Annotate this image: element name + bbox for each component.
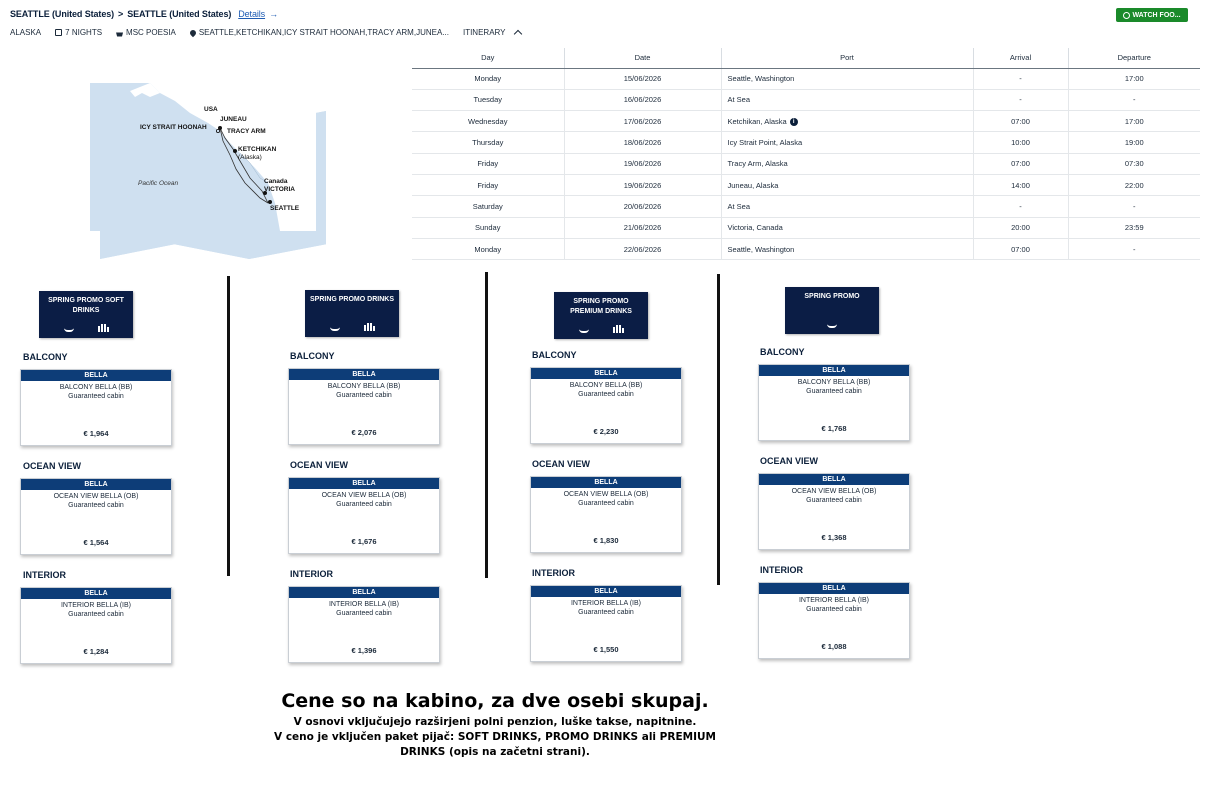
day-cell-text: Wednesday bbox=[468, 116, 508, 126]
cabin-tier: BELLA bbox=[759, 365, 909, 376]
cabin-category-title: OCEAN VIEW bbox=[760, 456, 819, 466]
departure-cell bbox=[1068, 238, 1200, 259]
pricing-note bbox=[270, 690, 720, 760]
map-label-ocean: Pacific Ocean bbox=[138, 180, 179, 187]
drinks-dining-icon bbox=[613, 325, 624, 333]
cabin-guarantee: Guaranteed cabin bbox=[336, 610, 392, 617]
watch-button-label: WATCH FOO... bbox=[1132, 11, 1181, 19]
port-cell bbox=[721, 153, 973, 174]
arrow-right-icon[interactable]: → bbox=[269, 9, 278, 19]
cabin-price: € 1,368 bbox=[821, 533, 847, 542]
seattle-dot bbox=[268, 200, 272, 204]
port-cell bbox=[721, 89, 973, 110]
date-cell-text: 18/06/2026 bbox=[623, 138, 662, 148]
arrival-cell-text: - bbox=[1019, 74, 1022, 84]
arrival-cell bbox=[973, 217, 1068, 238]
cabin-guarantee: Guaranteed cabin bbox=[68, 502, 124, 509]
day-cell bbox=[412, 196, 564, 217]
cabin-tier: BELLA bbox=[21, 370, 171, 381]
arrival-cell-text: - bbox=[1019, 201, 1022, 211]
port-cell bbox=[721, 217, 973, 238]
cabin-price-card[interactable] bbox=[758, 364, 910, 441]
itinerary-row bbox=[412, 217, 1200, 238]
info-ship bbox=[116, 28, 176, 37]
cabin-price-card[interactable] bbox=[20, 369, 172, 446]
cabin-category-title: INTERIOR bbox=[290, 569, 334, 579]
cabin-name: OCEAN VIEW BELLA (OB) bbox=[791, 488, 877, 495]
details-link[interactable]: Details bbox=[238, 9, 266, 19]
day-cell bbox=[412, 132, 564, 153]
map-label-victoria: VICTORIA bbox=[264, 186, 295, 193]
departure-cell-text: 23:59 bbox=[1124, 223, 1144, 233]
date-cell bbox=[564, 238, 721, 259]
cabin-tier: BELLA bbox=[531, 586, 681, 597]
departure-cell-text: - bbox=[1133, 95, 1136, 105]
arrival-cell bbox=[973, 196, 1068, 217]
cabin-guarantee: Guaranteed cabin bbox=[578, 500, 634, 507]
day-cell bbox=[412, 153, 564, 174]
itinerary-row bbox=[412, 111, 1200, 132]
column-divider bbox=[485, 272, 488, 578]
ketchikan-dot bbox=[233, 149, 237, 153]
info-region bbox=[10, 28, 41, 37]
departure-cell bbox=[1068, 68, 1200, 89]
cabin-guarantee: Guaranteed cabin bbox=[68, 611, 124, 618]
itinerary-row bbox=[412, 89, 1200, 110]
header-day: Day bbox=[412, 48, 564, 68]
cabin-price-card[interactable] bbox=[288, 586, 440, 663]
cabin-tier: BELLA bbox=[759, 474, 909, 485]
region-label: ALASKA bbox=[10, 28, 42, 37]
cabin-category-title: BALCONY bbox=[760, 347, 805, 357]
date-cell bbox=[564, 89, 721, 110]
promo-icons bbox=[554, 325, 648, 333]
cabin-tier: BELLA bbox=[759, 583, 909, 594]
cabin-price: € 1,964 bbox=[83, 429, 109, 438]
cabin-tier: BELLA bbox=[531, 477, 681, 488]
departure-cell bbox=[1068, 132, 1200, 153]
port-cell-text: At Sea bbox=[727, 201, 751, 211]
map-label-tracy-arm: TRACY ARM bbox=[227, 128, 266, 135]
arrival-cell bbox=[973, 174, 1068, 195]
cabin-price: € 2,230 bbox=[593, 427, 619, 436]
arrival-cell bbox=[973, 153, 1068, 174]
departure-cell bbox=[1068, 111, 1200, 132]
day-cell bbox=[412, 217, 564, 238]
promo-icons bbox=[39, 324, 133, 332]
day-cell bbox=[412, 174, 564, 195]
date-cell-text: 15/06/2026 bbox=[623, 74, 662, 84]
date-cell-text: 19/06/2026 bbox=[623, 159, 662, 169]
promo-title: SPRING PROMO bbox=[573, 298, 629, 305]
cabin-guarantee: Guaranteed cabin bbox=[806, 497, 862, 504]
date-cell bbox=[564, 196, 721, 217]
cabin-name: OCEAN VIEW BELLA (OB) bbox=[563, 491, 649, 498]
cabin-category-title: OCEAN VIEW bbox=[532, 459, 591, 469]
chevron-up-icon[interactable] bbox=[513, 30, 521, 38]
cabin-tier: BELLA bbox=[289, 587, 439, 598]
itinerary-table bbox=[412, 48, 1200, 260]
map-label-alaska: (Alaska) bbox=[238, 154, 262, 161]
date-cell-text: 19/06/2026 bbox=[623, 180, 662, 190]
date-cell bbox=[564, 153, 721, 174]
ship-icon bbox=[116, 29, 123, 37]
tracy-arm-dot bbox=[216, 129, 219, 132]
port-cell-text: Ketchikan, Alaska bbox=[727, 116, 787, 126]
cabin-category-title: BALCONY bbox=[23, 352, 68, 362]
cruise-ship-icon bbox=[579, 329, 589, 333]
itinerary-row bbox=[412, 132, 1200, 153]
port-cell-text: At Sea bbox=[727, 95, 751, 105]
cabin-tier: BELLA bbox=[21, 479, 171, 490]
column-divider bbox=[717, 274, 720, 585]
itinerary-row bbox=[412, 174, 1200, 195]
cabin-name: BALCONY BELLA (BB) bbox=[569, 382, 643, 389]
cabin-guarantee: Guaranteed cabin bbox=[806, 388, 862, 395]
itinerary-header-row bbox=[412, 48, 1200, 68]
cabin-name: OCEAN VIEW BELLA (OB) bbox=[321, 492, 407, 499]
date-cell-text: 21/06/2026 bbox=[623, 223, 662, 233]
cabin-price-card[interactable] bbox=[20, 587, 172, 664]
port-cell bbox=[721, 68, 973, 89]
cabin-category-title: INTERIOR bbox=[23, 570, 67, 580]
day-cell bbox=[412, 68, 564, 89]
route-separator: > bbox=[118, 9, 124, 19]
date-cell-text: 22/06/2026 bbox=[623, 244, 662, 254]
cabin-price-card[interactable] bbox=[20, 478, 172, 555]
header-arrival: Arrival bbox=[973, 48, 1068, 68]
arrival-cell-text: 20:00 bbox=[1011, 223, 1030, 233]
cabin-price-card[interactable] bbox=[758, 582, 910, 659]
pricing-line-1: V osnovi vključujejo razširjeni polni penzion, luške takse, napitnine. bbox=[293, 716, 697, 728]
itinerary-label: ITINERARY bbox=[462, 28, 506, 37]
day-cell-text: Tuesday bbox=[473, 95, 502, 105]
promo-badge[interactable] bbox=[554, 292, 648, 339]
date-cell-text: 17/06/2026 bbox=[623, 116, 662, 126]
date-cell bbox=[564, 111, 721, 132]
cruise-info-bar bbox=[10, 28, 535, 37]
map-label-usa: USA bbox=[204, 106, 218, 113]
cabin-category-title: BALCONY bbox=[290, 351, 335, 361]
ports-label: SEATTLE,KETCHIKAN,ICY STRAIT HOONAH,TRACY ARM,JUNEA... bbox=[198, 28, 449, 37]
arrival-cell-text: 07:00 bbox=[1011, 244, 1030, 254]
cruise-ship-icon bbox=[330, 327, 340, 331]
departure-cell bbox=[1068, 153, 1200, 174]
route-map bbox=[90, 83, 316, 231]
cabin-price: € 1,768 bbox=[821, 424, 847, 433]
itinerary-row bbox=[412, 153, 1200, 174]
map-label-icy-strait: ICY STRAIT HOONAH bbox=[140, 124, 207, 131]
date-cell bbox=[564, 217, 721, 238]
calendar-icon bbox=[55, 29, 62, 36]
map-label-seattle: SEATTLE bbox=[270, 205, 300, 212]
promo-subtitle: DRINKS bbox=[72, 307, 100, 314]
promo-badge[interactable] bbox=[305, 290, 399, 337]
arrival-cell bbox=[973, 132, 1068, 153]
departure-cell-text: 07:30 bbox=[1124, 159, 1144, 169]
route-breadcrumb bbox=[10, 9, 278, 19]
promo-icons bbox=[785, 324, 879, 328]
info-ports bbox=[190, 28, 449, 37]
port-cell-text: Juneau, Alaska bbox=[727, 180, 779, 190]
promo-badge[interactable] bbox=[39, 291, 133, 338]
watch-icon bbox=[1123, 12, 1130, 19]
day-cell-text: Monday bbox=[474, 244, 502, 254]
arrival-cell-text: 14:00 bbox=[1011, 180, 1030, 190]
date-cell bbox=[564, 174, 721, 195]
cabin-price-card[interactable] bbox=[530, 367, 682, 444]
promo-title: SPRING PROMO DRINKS bbox=[309, 296, 394, 303]
arrival-cell bbox=[973, 238, 1068, 259]
cabin-tier: BELLA bbox=[289, 369, 439, 380]
cabin-price: € 1,676 bbox=[351, 537, 377, 546]
cabin-price: € 1,564 bbox=[83, 538, 109, 547]
arrival-cell-text: 07:00 bbox=[1011, 116, 1030, 126]
cruise-ship-icon bbox=[827, 324, 837, 328]
cabin-guarantee: Guaranteed cabin bbox=[336, 501, 392, 508]
cabin-category-title: BALCONY bbox=[532, 350, 577, 360]
cabin-tier: BELLA bbox=[21, 588, 171, 599]
cabin-price-card[interactable] bbox=[530, 585, 682, 662]
cabin-name: BALCONY BELLA (BB) bbox=[327, 383, 401, 390]
arrival-cell-text: - bbox=[1019, 95, 1022, 105]
map-label-juneau: JUNEAU bbox=[220, 116, 247, 123]
itinerary-row bbox=[412, 196, 1200, 217]
cabin-guarantee: Guaranteed cabin bbox=[578, 609, 634, 616]
day-cell-text: Sunday bbox=[475, 223, 501, 233]
promo-badge[interactable] bbox=[785, 287, 879, 334]
promo-title: SPRING PROMO bbox=[804, 293, 860, 300]
cabin-price-card[interactable] bbox=[288, 368, 440, 445]
departure-cell-text: - bbox=[1133, 201, 1136, 211]
promo-title: SPRING PROMO SOFT bbox=[48, 297, 124, 304]
map-label-ketchikan: KETCHIKAN bbox=[238, 146, 277, 153]
departure-cell-text: 22:00 bbox=[1124, 180, 1144, 190]
nights-label: 7 NIGHTS bbox=[65, 28, 103, 37]
day-cell-text: Saturday bbox=[472, 201, 503, 211]
port-cell bbox=[721, 111, 973, 132]
cabin-price-card[interactable] bbox=[758, 473, 910, 550]
watch-button[interactable] bbox=[1116, 8, 1188, 22]
cabin-category-title: INTERIOR bbox=[532, 568, 576, 578]
cabin-tier: BELLA bbox=[289, 478, 439, 489]
cabin-price-card[interactable] bbox=[530, 476, 682, 553]
port-cell-text: Icy Strait Point, Alaska bbox=[727, 138, 803, 148]
cabin-price: € 1,088 bbox=[821, 642, 847, 651]
cabin-guarantee: Guaranteed cabin bbox=[336, 392, 392, 399]
day-cell-text: Thursday bbox=[472, 138, 504, 148]
cabin-tier: BELLA bbox=[531, 368, 681, 379]
cabin-guarantee: Guaranteed cabin bbox=[578, 391, 634, 398]
port-cell-text: Seattle, Washington bbox=[727, 74, 795, 84]
arrival-cell bbox=[973, 68, 1068, 89]
departure-cell-text: - bbox=[1133, 244, 1136, 254]
port-cell-text: Tracy Arm, Alaska bbox=[727, 159, 788, 169]
day-cell bbox=[412, 89, 564, 110]
map-label-canada: Canada bbox=[264, 178, 288, 185]
pricing-line-2: V ceno je vključen paket pijač: SOFT DRINKS, PROMO DRINKS ali PREMIUM bbox=[274, 731, 716, 743]
day-cell-text: Friday bbox=[477, 159, 499, 169]
departure-cell-text: 19:00 bbox=[1124, 138, 1144, 148]
cabin-name: INTERIOR BELLA (IB) bbox=[328, 601, 400, 608]
promo-subtitle: PREMIUM DRINKS bbox=[570, 308, 632, 315]
port-cell bbox=[721, 132, 973, 153]
arrival-cell-text: 10:00 bbox=[1011, 138, 1030, 148]
cabin-name: BALCONY BELLA (BB) bbox=[797, 379, 871, 386]
info-nights bbox=[55, 28, 102, 37]
cruise-ship-icon bbox=[64, 328, 74, 332]
pricing-headline: Cene so na kabino, za dve osebi skupaj. bbox=[281, 690, 709, 712]
date-cell bbox=[564, 68, 721, 89]
port-cell bbox=[721, 174, 973, 195]
date-cell-text: 16/06/2026 bbox=[623, 95, 662, 105]
cabin-category-title: OCEAN VIEW bbox=[23, 461, 82, 471]
cabin-name: INTERIOR BELLA (IB) bbox=[570, 600, 642, 607]
departure-cell-text: 17:00 bbox=[1124, 116, 1144, 126]
day-cell bbox=[412, 111, 564, 132]
departure-cell bbox=[1068, 217, 1200, 238]
info-icon[interactable]: i bbox=[790, 118, 798, 126]
cabin-name: OCEAN VIEW BELLA (OB) bbox=[53, 493, 139, 500]
origin-port: SEATTLE (United States) bbox=[10, 9, 115, 19]
location-pin-icon bbox=[189, 28, 197, 36]
cabin-name: INTERIOR BELLA (IB) bbox=[60, 602, 132, 609]
day-cell bbox=[412, 238, 564, 259]
port-cell bbox=[721, 196, 973, 217]
drinks-dining-icon bbox=[364, 323, 375, 331]
date-cell bbox=[564, 132, 721, 153]
arrival-cell bbox=[973, 111, 1068, 132]
cabin-price-card[interactable] bbox=[288, 477, 440, 554]
port-cell-text: Victoria, Canada bbox=[727, 223, 783, 233]
date-cell-text: 20/06/2026 bbox=[623, 201, 662, 211]
cabin-price: € 1,284 bbox=[83, 647, 109, 656]
cabin-guarantee: Guaranteed cabin bbox=[68, 393, 124, 400]
cabin-name: INTERIOR BELLA (IB) bbox=[798, 597, 870, 604]
pricing-line-3: DRINKS (opis na začetni strani). bbox=[400, 746, 590, 758]
promo-icons bbox=[305, 323, 399, 331]
departure-cell-text: 17:00 bbox=[1124, 74, 1144, 84]
day-cell-text: Friday bbox=[477, 180, 499, 190]
arrival-cell bbox=[973, 89, 1068, 110]
cabin-category-title: INTERIOR bbox=[760, 565, 804, 575]
ship-label: MSC POESIA bbox=[126, 28, 176, 37]
drinks-dining-icon bbox=[98, 324, 109, 332]
port-cell-text: Seattle, Washington bbox=[727, 244, 795, 254]
port-cell bbox=[721, 238, 973, 259]
column-divider bbox=[227, 276, 230, 576]
cabin-price: € 1,830 bbox=[593, 536, 619, 545]
header-port: Port bbox=[721, 48, 973, 68]
cabin-price: € 1,550 bbox=[593, 645, 619, 654]
itinerary-row bbox=[412, 68, 1200, 89]
cabin-guarantee: Guaranteed cabin bbox=[806, 606, 862, 613]
cabin-name: BALCONY BELLA (BB) bbox=[59, 384, 133, 391]
cabin-category-title: OCEAN VIEW bbox=[290, 460, 349, 470]
departure-cell bbox=[1068, 174, 1200, 195]
itinerary-toggle[interactable] bbox=[463, 28, 521, 37]
itinerary-row bbox=[412, 238, 1200, 259]
destination-port: SEATTLE (United States) bbox=[127, 9, 232, 19]
arrival-cell-text: 07:00 bbox=[1011, 159, 1030, 169]
header-date: Date bbox=[564, 48, 721, 68]
departure-cell bbox=[1068, 196, 1200, 217]
cabin-price: € 1,396 bbox=[351, 646, 377, 655]
cabin-price: € 2,076 bbox=[351, 428, 377, 437]
departure-cell bbox=[1068, 89, 1200, 110]
day-cell-text: Monday bbox=[474, 74, 502, 84]
header-departure: Departure bbox=[1068, 48, 1200, 68]
